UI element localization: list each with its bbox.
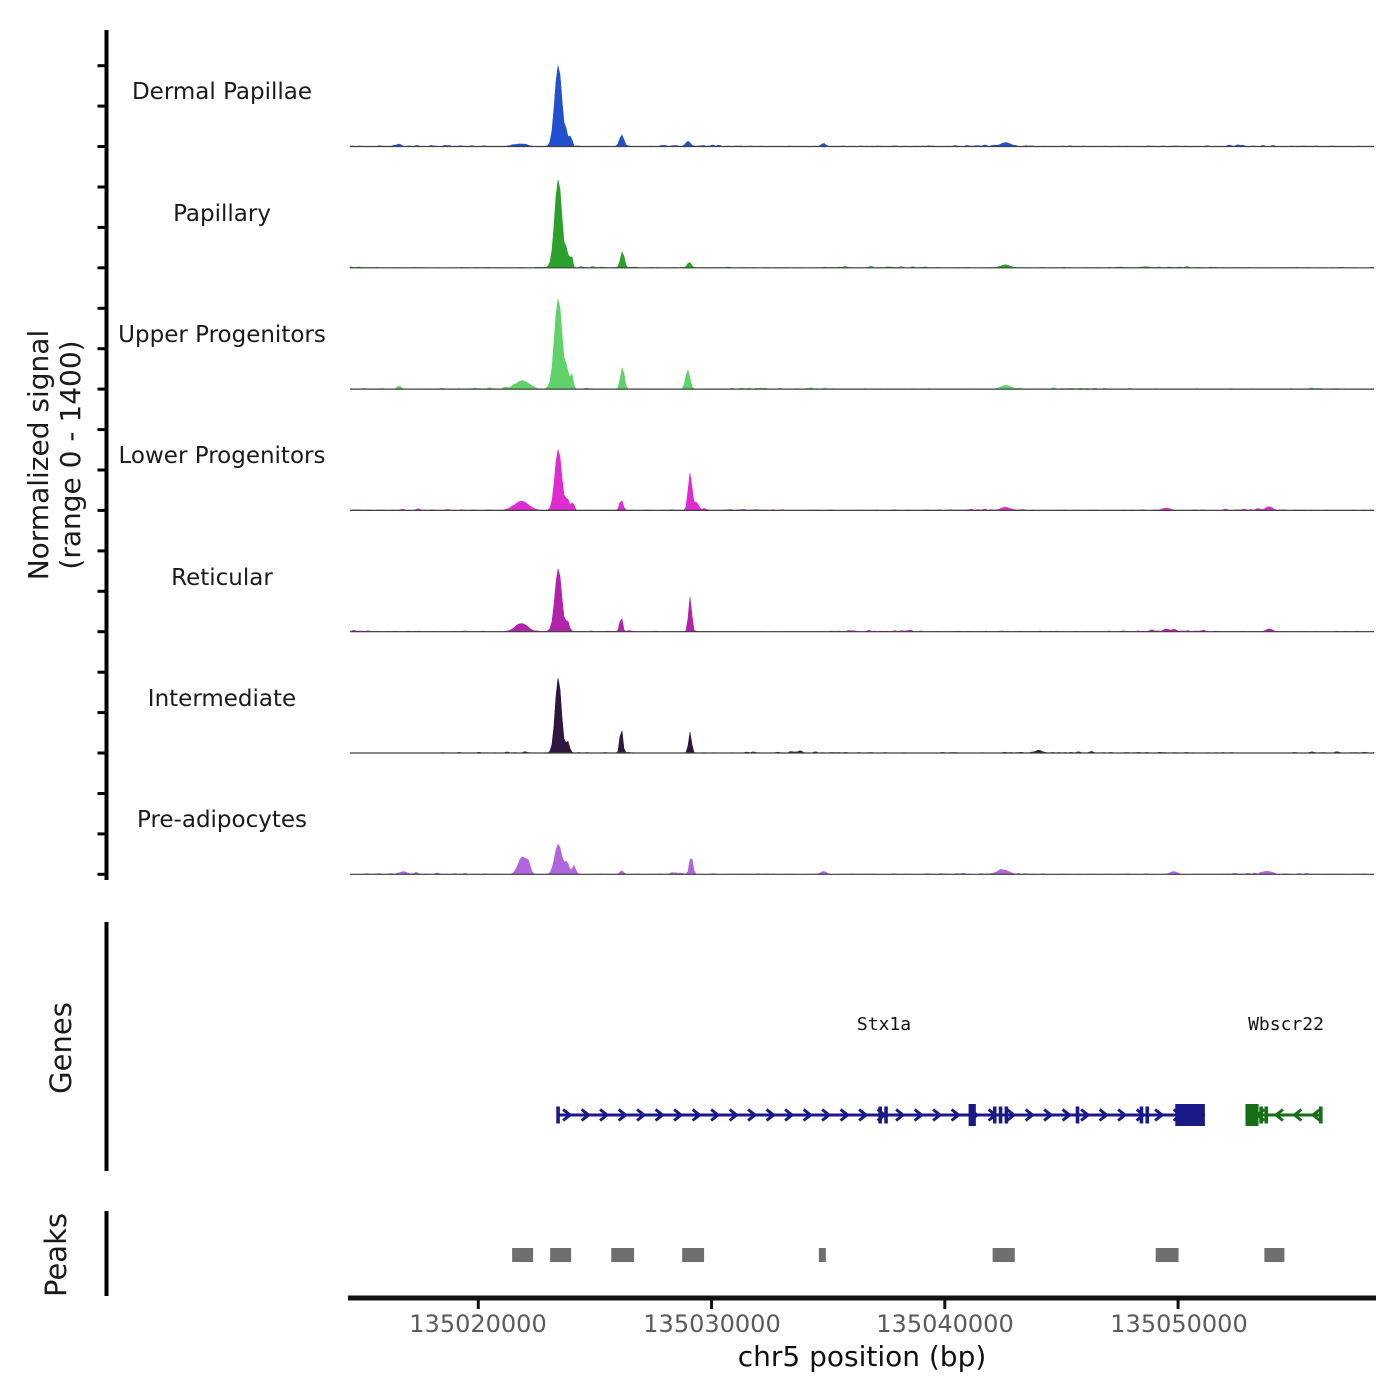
- gene-model-stx1a-exon-bar: [556, 1107, 560, 1124]
- signal-track-upper-progenitors: [350, 299, 1374, 389]
- signal-track-intermediate: [350, 678, 1374, 753]
- peak-region: [682, 1248, 704, 1262]
- peak-region: [819, 1248, 826, 1262]
- genes-section-label: Genes: [44, 1002, 78, 1094]
- track-label-upper-progenitors: Upper Progenitors: [118, 322, 326, 348]
- gene-model-stx1a-exon-bar: [999, 1107, 1003, 1124]
- x-tick-label-135020000: 135020000: [409, 1310, 547, 1338]
- gene-model-stx1a-exon-bar: [1140, 1107, 1144, 1124]
- gene-model-wbscr22-exon-bar: [1259, 1107, 1263, 1124]
- gene-model-stx1a-exon-bar: [884, 1107, 888, 1124]
- x-tick-label-135030000: 135030000: [643, 1310, 781, 1338]
- peak-region: [1264, 1248, 1284, 1262]
- peaks-section-label: Peaks: [39, 1213, 73, 1297]
- signal-track-reticular: [350, 569, 1374, 632]
- peak-region: [550, 1248, 571, 1262]
- track-label-intermediate: Intermediate: [147, 686, 297, 712]
- peak-region: [512, 1248, 533, 1262]
- gene-model-wbscr22-exon-block: [1245, 1104, 1258, 1126]
- gene-model-stx1a-exon-bar: [1005, 1107, 1009, 1124]
- gene-model-stx1a-exon-bar: [1076, 1107, 1080, 1124]
- x-tick-label-135050000: 135050000: [1110, 1310, 1248, 1338]
- track-label-papillary: Papillary: [173, 201, 271, 227]
- gene-label-stx1a: Stx1a: [856, 1014, 912, 1035]
- peak-region: [1156, 1248, 1179, 1262]
- track-label-pre-adipocytes: Pre-adipocytes: [136, 807, 308, 833]
- signal-track-lower-progenitors: [350, 449, 1374, 510]
- track-label-dermal-papillae: Dermal Papillae: [131, 79, 313, 105]
- signal-track-dermal-papillae: [350, 66, 1374, 147]
- gene-model-wbscr22-exon-bar: [1319, 1107, 1323, 1124]
- track-label-reticular: Reticular: [171, 565, 273, 591]
- y-axis-label-line2: (range 0 - 1400): [54, 340, 87, 570]
- signal-track-papillary: [350, 180, 1374, 268]
- gene-model-stx1a-exon-bar: [993, 1107, 997, 1124]
- x-axis-title: chr5 position (bp): [737, 1340, 987, 1373]
- gene-label-wbscr22: Wbscr22: [1248, 1014, 1324, 1035]
- gene-model-wbscr22-exon-bar: [1264, 1107, 1268, 1124]
- x-tick-label-135040000: 135040000: [876, 1310, 1014, 1338]
- gene-model-stx1a-exon-block: [969, 1104, 976, 1126]
- peak-region: [611, 1248, 634, 1262]
- signal-track-pre-adipocytes: [350, 844, 1374, 874]
- track-label-lower-progenitors: Lower Progenitors: [118, 443, 326, 469]
- gene-model-stx1a-exon-block: [1175, 1104, 1205, 1126]
- gene-model-stx1a-exon-bar: [1145, 1107, 1149, 1124]
- y-axis-label-line1: Normalized signal: [22, 329, 55, 581]
- peak-region: [993, 1248, 1015, 1262]
- gene-model-stx1a-exon-bar: [878, 1107, 882, 1124]
